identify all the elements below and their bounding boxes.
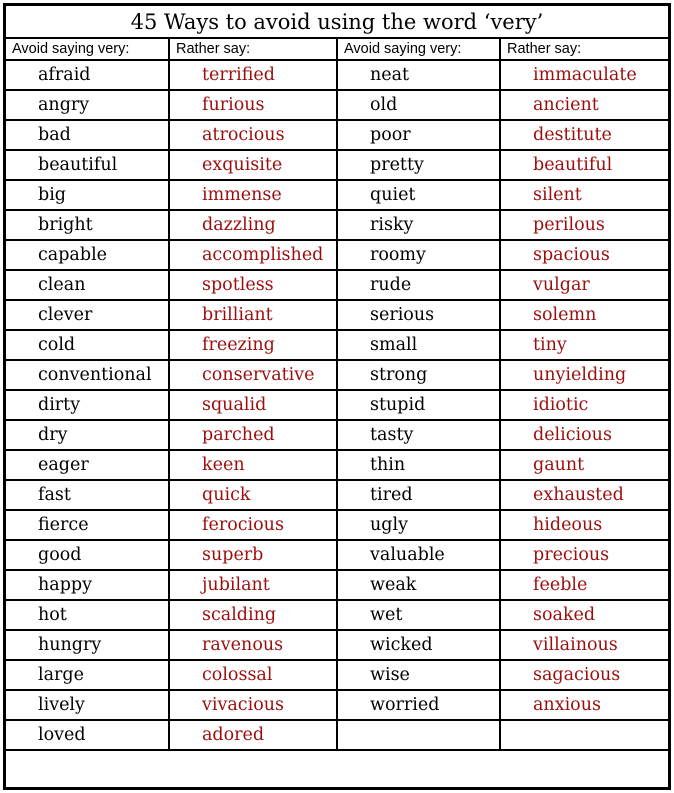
- table-row: [6, 300, 668, 330]
- rather-word-left: dazzling: [169, 210, 337, 240]
- table-row: [6, 630, 668, 660]
- rather-word-right: delicious: [500, 420, 668, 450]
- avoid-word-left: capable: [6, 240, 169, 270]
- table-row: [6, 90, 668, 120]
- avoid-word-right: ugly: [337, 510, 500, 540]
- avoid-word-right: wicked: [337, 630, 500, 660]
- table-row: [6, 510, 668, 540]
- avoid-word-left: beautiful: [6, 150, 169, 180]
- avoid-word-left: hot: [6, 600, 169, 630]
- table-row: [6, 360, 668, 390]
- table-row: [6, 270, 668, 300]
- avoid-word-left: loved: [6, 720, 169, 750]
- table-row: [6, 240, 668, 270]
- header-avoid-right: Avoid saying very:: [337, 39, 500, 60]
- rather-word-right: anxious: [500, 690, 668, 720]
- avoid-word-right: roomy: [337, 240, 500, 270]
- rather-word-right: spacious: [500, 240, 668, 270]
- avoid-word-right: serious: [337, 300, 500, 330]
- rather-word-left: scalding: [169, 600, 337, 630]
- page-title: 45 Ways to avoid using the word ‘very’: [6, 6, 668, 39]
- rather-word-right: feeble: [500, 570, 668, 600]
- rather-word-left: superb: [169, 540, 337, 570]
- avoid-word-left: dirty: [6, 390, 169, 420]
- header-avoid-left: Avoid saying very:: [6, 39, 169, 60]
- rather-word-left: terrified: [169, 60, 337, 90]
- avoid-word-right: risky: [337, 210, 500, 240]
- avoid-word-right: valuable: [337, 540, 500, 570]
- rather-word-right: silent: [500, 180, 668, 210]
- table-row: [6, 60, 668, 90]
- avoid-word-right: poor: [337, 120, 500, 150]
- word-list-sheet: [3, 3, 671, 790]
- rather-word-left: quick: [169, 480, 337, 510]
- rather-word-left: jubilant: [169, 570, 337, 600]
- rather-word-left: squalid: [169, 390, 337, 420]
- avoid-word-right: old: [337, 90, 500, 120]
- rather-word-right: immaculate: [500, 60, 668, 90]
- rather-word-left: immense: [169, 180, 337, 210]
- avoid-word-left: clever: [6, 300, 169, 330]
- rather-word-right: exhausted: [500, 480, 668, 510]
- avoid-word-left: dry: [6, 420, 169, 450]
- avoid-word-left: conventional: [6, 360, 169, 390]
- avoid-word-left: cold: [6, 330, 169, 360]
- rather-word-right: idiotic: [500, 390, 668, 420]
- avoid-word-right: tasty: [337, 420, 500, 450]
- header-row: [6, 39, 668, 60]
- avoid-word-left: lively: [6, 690, 169, 720]
- avoid-word-left: angry: [6, 90, 169, 120]
- rather-word-left: keen: [169, 450, 337, 480]
- table-row: [6, 720, 668, 750]
- header-rather-left: Rather say:: [169, 39, 337, 60]
- rather-word-left: freezing: [169, 330, 337, 360]
- rather-word-left: vivacious: [169, 690, 337, 720]
- rather-word-right: hideous: [500, 510, 668, 540]
- rather-word-right: sagacious: [500, 660, 668, 690]
- rather-word-left: colossal: [169, 660, 337, 690]
- rather-word-right: [500, 720, 668, 750]
- rather-word-left: ravenous: [169, 630, 337, 660]
- avoid-word-right: wet: [337, 600, 500, 630]
- avoid-word-left: afraid: [6, 60, 169, 90]
- avoid-word-right: weak: [337, 570, 500, 600]
- avoid-word-left: eager: [6, 450, 169, 480]
- rather-word-right: gaunt: [500, 450, 668, 480]
- table-row: [6, 330, 668, 360]
- rather-word-right: perilous: [500, 210, 668, 240]
- rather-word-right: ancient: [500, 90, 668, 120]
- avoid-word-left: large: [6, 660, 169, 690]
- avoid-word-right: small: [337, 330, 500, 360]
- rather-word-right: beautiful: [500, 150, 668, 180]
- rather-word-right: soaked: [500, 600, 668, 630]
- avoid-word-left: happy: [6, 570, 169, 600]
- avoid-word-right: [337, 720, 500, 750]
- table-row: [6, 570, 668, 600]
- rather-word-right: villainous: [500, 630, 668, 660]
- avoid-word-left: bad: [6, 120, 169, 150]
- rather-word-right: tiny: [500, 330, 668, 360]
- table-row: [6, 210, 668, 240]
- rather-word-right: unyielding: [500, 360, 668, 390]
- avoid-word-right: strong: [337, 360, 500, 390]
- table-row: [6, 450, 668, 480]
- avoid-word-right: quiet: [337, 180, 500, 210]
- rather-word-left: ferocious: [169, 510, 337, 540]
- rather-word-left: conservative: [169, 360, 337, 390]
- avoid-word-right: neat: [337, 60, 500, 90]
- avoid-word-left: clean: [6, 270, 169, 300]
- header-rather-right: Rather say:: [500, 39, 668, 60]
- avoid-word-left: hungry: [6, 630, 169, 660]
- rather-word-left: adored: [169, 720, 337, 750]
- blank-footer-row: [6, 750, 668, 779]
- avoid-word-left: fast: [6, 480, 169, 510]
- rather-word-left: atrocious: [169, 120, 337, 150]
- rather-word-left: parched: [169, 420, 337, 450]
- avoid-word-right: worried: [337, 690, 500, 720]
- rather-word-right: destitute: [500, 120, 668, 150]
- table-row: [6, 690, 668, 720]
- rather-word-left: spotless: [169, 270, 337, 300]
- table-row: [6, 150, 668, 180]
- table-row: [6, 180, 668, 210]
- avoid-word-right: wise: [337, 660, 500, 690]
- table-row: [6, 600, 668, 630]
- rather-word-left: brilliant: [169, 300, 337, 330]
- table-row: [6, 420, 668, 450]
- avoid-word-right: thin: [337, 450, 500, 480]
- avoid-word-left: bright: [6, 210, 169, 240]
- table-row: [6, 390, 668, 420]
- avoid-word-right: pretty: [337, 150, 500, 180]
- avoid-word-left: big: [6, 180, 169, 210]
- table-row: [6, 120, 668, 150]
- rather-word-left: accomplished: [169, 240, 337, 270]
- rather-word-left: exquisite: [169, 150, 337, 180]
- word-table: [6, 39, 668, 779]
- avoid-word-right: tired: [337, 480, 500, 510]
- table-row: [6, 660, 668, 690]
- rather-word-right: solemn: [500, 300, 668, 330]
- rather-word-right: vulgar: [500, 270, 668, 300]
- rather-word-left: furious: [169, 90, 337, 120]
- table-row: [6, 540, 668, 570]
- blank-footer-cell: [6, 750, 668, 779]
- avoid-word-right: stupid: [337, 390, 500, 420]
- rather-word-right: precious: [500, 540, 668, 570]
- avoid-word-right: rude: [337, 270, 500, 300]
- table-row: [6, 480, 668, 510]
- avoid-word-left: fierce: [6, 510, 169, 540]
- avoid-word-left: good: [6, 540, 169, 570]
